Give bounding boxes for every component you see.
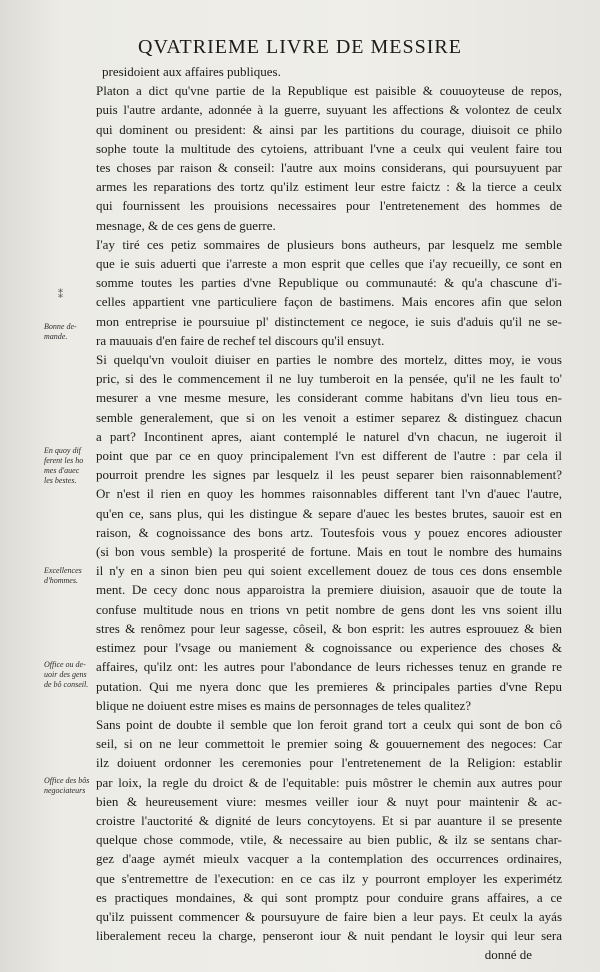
text-line: tes choses par raison & conseil: l'autre aux moins considerans, qui poursuyuent par: [96, 160, 562, 176]
text-line: pric, si des le commencement il ne luy tumberoit en la pensée, qu'il ne les fault to': [96, 371, 562, 387]
text-line: (si bon vous semble) la prosperité de fortune. Mais en tout le nombre des humains: [96, 544, 562, 560]
text-line: Si quelqu'vn vouloit diuiser en parties le nombre des mortelz, dittes moy, ie vous: [96, 352, 562, 368]
margin-note-office-conseil: Office ou de- uoir des gens de bô conseil.: [44, 660, 89, 689]
text-line: ra mauuais d'en faire de rechef tel discours qu'il ensuyt.: [96, 332, 385, 348]
text-line: qu'en ce, sans plus, qui les distingue & separe d'auec les bestes brutes, sauoir est en: [96, 505, 562, 521]
text-line: par loix, la regle du droict & de l'equitable: puis môstrer le chemin aux autres pour: [96, 774, 562, 790]
text-line: I'ay tiré ces petiz sommaires de plusieurs bons autheurs, par lesquelz me semble: [96, 236, 562, 252]
text-line: quelque chose commode, vtile, & necessaire au bien public, & ilz se sentans char-: [96, 832, 562, 848]
text-line: mesurer a vne mesme mesure, les considerant comme habitans d'vn lieu tous en-: [96, 390, 562, 406]
catchword: donné de: [484, 947, 532, 963]
margin-note-en-quoy-different: En quoy dif ferent les ho mes d'auec les bestes.: [44, 446, 84, 485]
text-line: Platon a dict qu'vne partie de la Republique est paisible & couuoyteuse de repos,: [96, 83, 562, 99]
margin-note-office-negociateurs: Office des bôs negociateurs: [44, 776, 90, 795]
text-line: liberalement receu la charge, penseront iour & nuit pendant le loysir qui leur sera: [96, 928, 562, 944]
running-header: QVATRIEME LIVRE DE MESSIRE: [138, 36, 462, 58]
text-line: raison, & cognoissance des bons artz. Toutesfois vous y pouez encores adiouster: [96, 524, 562, 540]
text-line: somme toutes les parties d'vne Republique ou communauté: & qu'a chascune d'i-: [96, 275, 562, 291]
text-line: blique ne doiuent estre mises es mains de personnages de teles qualitez?: [96, 697, 472, 713]
text-line: qui fournissent les prouisions necessaires pour l'entretenement des hommes de: [96, 198, 562, 214]
main-text-block: [96, 62, 562, 965]
text-line: a part? Incontinent apres, aiant contemplé le naturel d'vn chacun, ne iugeroit il: [96, 428, 562, 444]
text-line: gez d'aage aymét mieulx vacquer a la contemplation des occurrences ordinaires,: [96, 851, 562, 867]
text-line: qui dominent ou president: & ainsi par les partitions du courage, diuisoit ce philo: [96, 121, 562, 137]
text-line: armes les reparations des tortz qu'ilz estiment leur estre faictz : & la tierce a ceulx: [96, 179, 562, 195]
margin-note-excellences: Excellences d'hommes.: [44, 566, 82, 585]
text-line: sophe toute la multitude des cytoiens, attribuant l'vne a ceulx qui veulent faire tou: [96, 140, 562, 156]
text-line: estimez pour l'vsage ou maniement & cognoissance ou experience des choses &: [96, 640, 562, 656]
text-line: confuse multitude nous en trions vn petit nombre de gens dont les vns soient illu: [96, 601, 562, 617]
text-line: mesnage, & de ces gens de guerre.: [96, 217, 276, 233]
text-line: putation. Qui me nyera donc que les premieres & principales parties d'vne Repu: [96, 678, 562, 694]
text-line: que s'entremettre de l'execution: en ce cas ilz y pourront employer les experimétz: [96, 870, 562, 886]
text-line: presidoient aux affaires publiques.: [102, 64, 281, 79]
text-line: Sans point de doubte il semble que lon feroit grand tort a ceulx qui sont de bon cô: [96, 716, 562, 732]
text-line: seil, si on ne leur commettoit le premier soing & gouuernement des negoces: Car: [96, 736, 562, 752]
text-line: semble generalement, que si on les venoit a estimer separez & distinguez chacun: [96, 409, 562, 425]
text-line: mon entreprise ie poursuiue pl' distinctement ce negoce, ie suis d'aduis qu'il ne se-: [96, 313, 562, 329]
text-line: bien & heureusement viure: mesmes veiller iour & nuyt pour maintenir & ac-: [96, 793, 562, 809]
margin-note-bonne-demande: Bonne de- mande.: [44, 322, 77, 341]
text-line: puis l'autre ardante, adonnée à la guerre, suyuant les affections & volontez de ceulx: [96, 102, 562, 118]
text-line: pourroit prendre les signes par lesquelz il les peust separer bien raisonnablement?: [96, 467, 562, 483]
text-line: qu'ilz puissent commencer & poursuyure de faire bien a leur pays. Et ceulx la ayás: [96, 908, 562, 924]
text-line: stres & renômez pour leur sagesse, côseil, & bon esprit: les autres esprouuez & bien: [96, 620, 562, 636]
text-line: Or n'est il rien en quoy les hommes raisonnables different tant l'vn d'auec l'autre,: [96, 486, 562, 502]
text-line: ment. De cecy donc nous apparoistra la premiere diuision, asauoir que de toute la: [96, 582, 562, 598]
text-line: croistre l'auctorité & dignité de leurs concytoyens. Et si par auanture il se presente: [96, 812, 562, 828]
text-line: ilz doiuent ordonner les ceremonies pour l'entretenement de la Religion: establir: [96, 755, 562, 771]
text-line: il n'y en a sinon bien peu qui soient excellement douez de tous ces dons ensemble: [96, 563, 562, 579]
text-line: que ie suis aduerti que i'arreste a mon esprit que celles que i'ay recueilly, ce sont en: [96, 256, 562, 272]
text-line: es practiques mondaines, & qui sont promptz pour conduire grans affaires, a ce: [96, 889, 562, 905]
text-line: point que par ce en quoy principalement l'vn est different de l'autre : par cela il: [96, 448, 562, 464]
text-line: celles appartient vne particuliere façon de bastimens. Mais encores afin que selon: [96, 294, 562, 310]
margin-mark: ⁑: [58, 290, 63, 301]
text-line: affaires, qu'ilz ont: les autres pour l'abondance de leurs richesses tenuz en grande re: [96, 659, 562, 675]
